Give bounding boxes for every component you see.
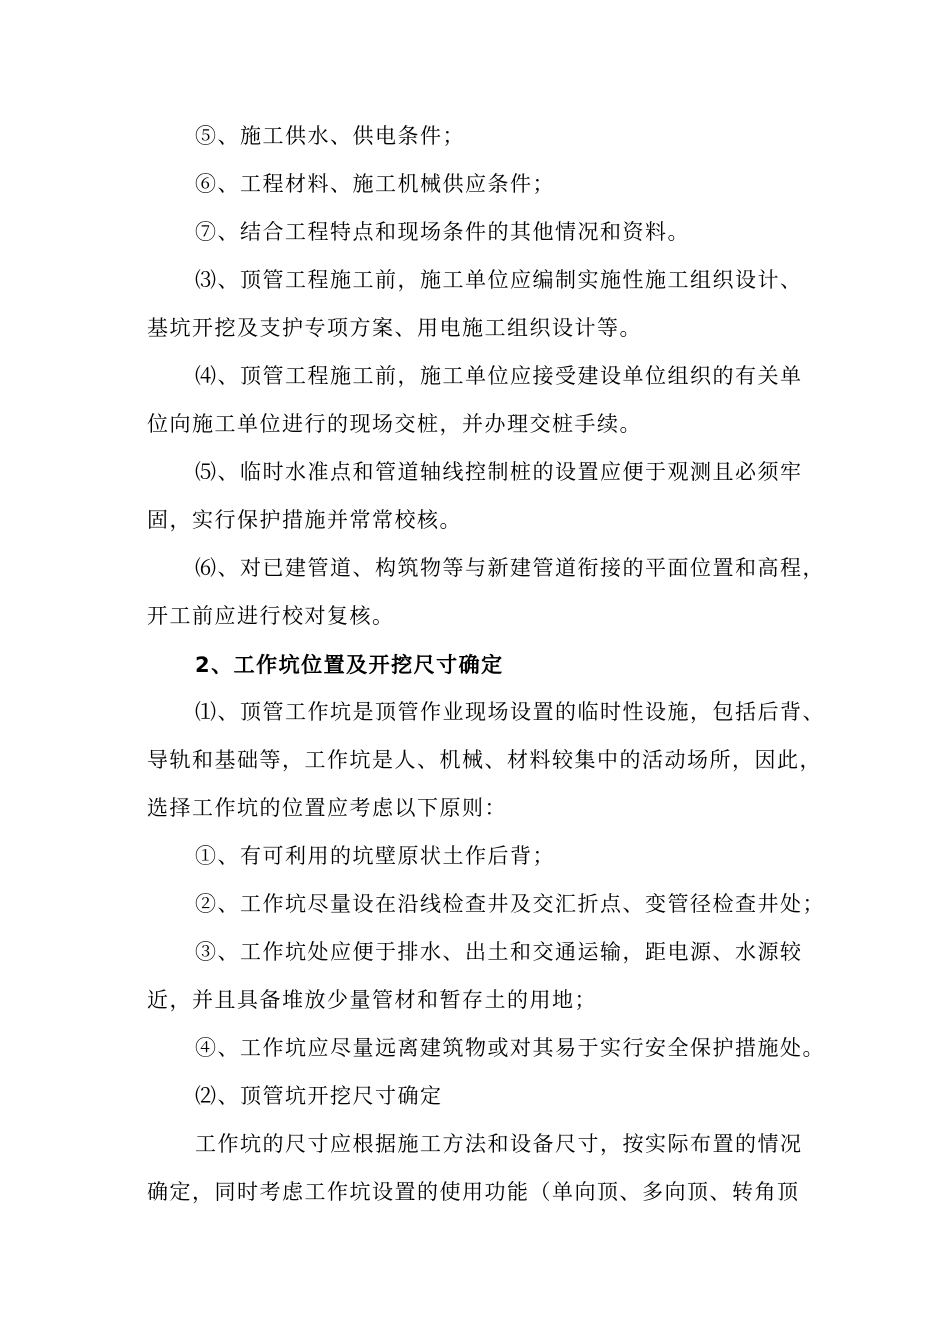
text-line: ⑶、顶管工程施工前，施工单位应编制实施性施工组织设计、	[195, 268, 803, 292]
text-line: ⑸、临时水准点和管道轴线控制桩的设置应便于观测且必须牢	[195, 460, 803, 484]
text-line: ⑹、对已建管道、构筑物等与新建管道衔接的平面位置和高程，	[195, 556, 825, 580]
text-line: 近，并且具备堆放少量管材和暂存土的用地；	[147, 988, 597, 1012]
text-line: ⑵、顶管坑开挖尺寸确定	[195, 1084, 443, 1108]
text-line: 工作坑的尺寸应根据施工方法和设备尺寸，按实际布置的情况	[195, 1132, 803, 1156]
text-line: 开工前应进行校对复核。	[147, 604, 395, 628]
text-line: ③、工作坑处应便于排水、出土和交通运输，距电源、水源较	[195, 940, 803, 964]
text-line: ②、工作坑尽量设在沿线检查井及交汇折点、变管径检查井处；	[195, 892, 825, 916]
text-line: 选择工作坑的位置应考虑以下原则：	[147, 796, 507, 820]
text-line: ①、有可利用的坑壁原状土作后背；	[195, 844, 555, 868]
text-line: ⑦、结合工程特点和现场条件的其他情况和资料。	[195, 220, 690, 244]
text-line: 基坑开挖及支护专项方案、用电施工组织设计等。	[147, 316, 642, 340]
text-line: 确定，同时考虑工作坑设置的使用功能（单向顶、多向顶、转角顶	[147, 1180, 800, 1204]
text-line: 固，实行保护措施并常常校核。	[147, 508, 462, 532]
text-line: ⑴、顶管工作坑是顶管作业现场设置的临时性设施，包括后背、	[195, 700, 825, 724]
text-line: 位向施工单位进行的现场交桩，并办理交桩手续。	[147, 412, 642, 436]
text-line: ④、工作坑应尽量远离建筑物或对其易于实行安全保护措施处。	[195, 1036, 825, 1060]
text-line: ⑤、施工供水、供电条件；	[195, 124, 465, 148]
text-line: ⑥、工程材料、施工机械供应条件；	[195, 172, 555, 196]
text-line: 导轨和基础等，工作坑是人、机械、材料较集中的活动场所，因此，	[147, 748, 822, 772]
text-line: ⑷、顶管工程施工前，施工单位应接受建设单位组织的有关单	[195, 364, 803, 388]
section-heading: 2、工作坑位置及开挖尺寸确定	[195, 653, 504, 677]
